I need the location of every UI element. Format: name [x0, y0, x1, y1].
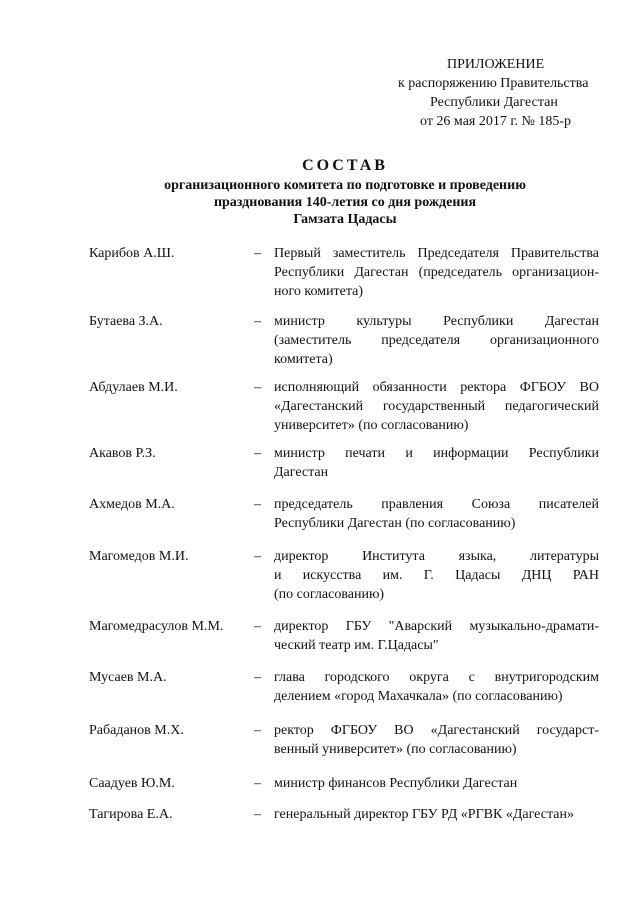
member-name: Рабаданов М.Х.	[89, 723, 184, 738]
member-name: Карибов А.Ш.	[89, 246, 175, 261]
member-role	[274, 312, 599, 369]
member-dash: –	[254, 807, 261, 822]
role-line: Дагестан	[274, 465, 329, 480]
member-name: Саадуев Ю.М.	[89, 776, 175, 791]
member-role	[274, 244, 599, 301]
member-role	[274, 668, 599, 706]
member-dash: –	[254, 314, 261, 329]
member-name: Ахмедов М.А.	[89, 497, 175, 512]
member-role	[274, 444, 599, 482]
role-line: венный университет» (по согласованию)	[274, 742, 517, 757]
member-name: Бутаева З.А.	[89, 314, 163, 329]
role-line: университет» (по согласованию)	[274, 418, 469, 433]
member-role	[274, 547, 599, 604]
appendix-line: к распоряжению Правительства	[398, 76, 589, 91]
role-line: министр финансов Республики Дагестан	[274, 776, 518, 791]
title-line: празднования 140-летия со дня рождения	[213, 195, 477, 210]
member-name: Мусаев М.А.	[89, 670, 167, 685]
role-line: комитета)	[274, 352, 333, 367]
member-name: Абдулаев М.И.	[89, 380, 178, 395]
role-line: министр печати и информации Республики	[274, 446, 599, 461]
role-line: делением «город Махачкала» (по согласованию)	[274, 689, 563, 704]
appendix-date: от 26 мая 2017 г. № 185-р	[420, 114, 572, 129]
role-line: директор Института языка, литературы	[274, 549, 599, 564]
role-line: и искусства им. Г. Цадасы ДНЦ РАН	[274, 568, 599, 583]
role-line: Республики Дагестан (председатель организацион-	[274, 265, 599, 280]
role-line: исполняющий обязанности ректора ФГБОУ ВО	[274, 380, 599, 395]
member-role	[274, 378, 599, 435]
title-line: Гамзата Цадасы	[293, 212, 397, 227]
role-line: Республики Дагестан (по согласованию)	[274, 516, 516, 531]
role-line: председатель правления Союза писателей	[274, 497, 599, 512]
member-dash: –	[254, 670, 261, 685]
role-line: генеральный директор ГБУ РД «РГВК «Дагестан»	[274, 807, 574, 822]
role-line: ческий театр им. Г.Цадасы"	[274, 638, 439, 653]
member-role	[274, 495, 599, 533]
role-line: (заместитель председателя организационного	[274, 333, 599, 348]
appendix-title: ПРИЛОЖЕНИЕ	[447, 57, 545, 72]
role-line: директор ГБУ "Аварский музыкально-драмати-	[274, 619, 599, 634]
role-line: ректор ФГБОУ ВО «Дагестанский государст-	[274, 723, 599, 738]
role-line: (по согласованию)	[274, 587, 385, 602]
member-dash: –	[254, 776, 261, 791]
member-name: Магомедрасулов М.М.	[89, 619, 224, 634]
appendix-line: Республики Дагестан	[430, 95, 558, 110]
title-line: организационного комитета по подготовке и проведению	[164, 178, 526, 193]
member-dash: –	[254, 549, 261, 564]
role-line: ного комитета)	[274, 284, 364, 299]
role-line: «Дагестанский государственный педагогический	[274, 399, 599, 414]
role-line: Первый заместитель Председателя Правительства	[274, 246, 599, 261]
member-name: Магомедов М.И.	[89, 549, 189, 564]
document-title	[100, 157, 590, 228]
member-dash: –	[254, 246, 261, 261]
role-line: глава городского округа с внутригородским	[274, 670, 599, 685]
member-dash: –	[254, 619, 261, 634]
member-dash: –	[254, 446, 261, 461]
member-dash: –	[254, 380, 261, 395]
member-dash: –	[254, 723, 261, 738]
appendix-header	[380, 55, 600, 131]
role-line: министр культуры Республики Дагестан	[274, 314, 599, 329]
title-heading: СОСТАВ	[302, 157, 388, 174]
member-dash: –	[254, 497, 261, 512]
member-role	[274, 721, 599, 759]
member-role	[274, 617, 599, 655]
member-name: Тагирова Е.А.	[89, 807, 173, 822]
member-role	[274, 805, 599, 824]
member-name: Акавов Р.З.	[89, 446, 156, 461]
member-role	[274, 774, 599, 793]
